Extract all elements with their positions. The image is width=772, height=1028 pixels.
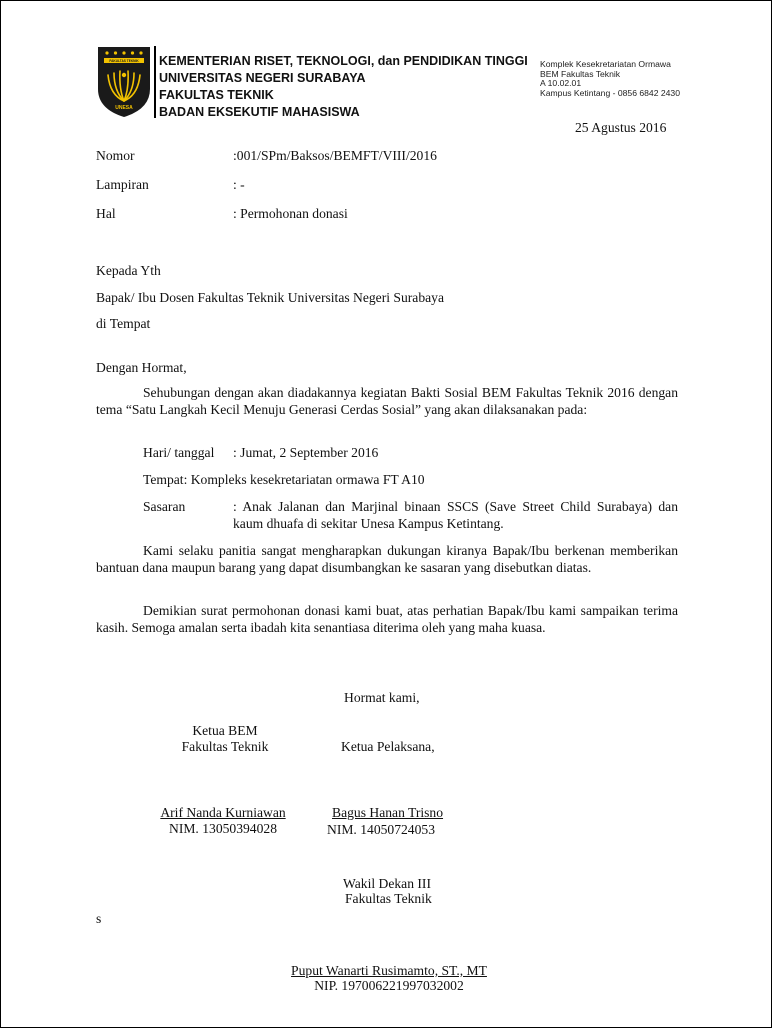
tempat-line: Tempat: Kompleks kesekretariatan ormawa FT A10 [143,472,425,487]
nomor-value: :001/SPm/Baksos/BEMFT/VIII/2016 [233,148,437,163]
bottom-signer-name: Puput Wanarti Rusimamto, ST., MT [291,963,487,978]
letter-date: 25 Agustus 2016 [575,120,667,135]
lampiran-value: : - [233,177,245,192]
greeting: Dengan Hormat, [96,360,187,375]
recipient-line-3: di Tempat [96,316,151,331]
bottom-signer-title-2: Fakultas Teknik [345,891,432,906]
closing: Hormat kami, [344,690,420,705]
paragraph-2-text: Kami selaku panitia sangat mengharapkan dukungan kiranya Bapak/Ibu berkenan memberikan bantuan dana maupun barang yang dapat disumbangkan ke sasaran yang disebutkan diatas. [96,543,678,575]
letterhead-divider [154,46,156,118]
hal-label: Hal [96,206,116,221]
nomor-label: Nomor [96,148,135,163]
bottom-signer-nip: NIP. 197006221997032002 [314,978,464,993]
hal-value: : Permohonan donasi [233,206,348,221]
stray-character: s [96,911,102,926]
address-line-4: Kampus Ketintang - 0856 6842 2430 [540,87,680,98]
sasaran-label: Sasaran [143,499,186,514]
right-signer-nim: NIM. 14050724053 [327,822,435,837]
paragraph-1-text: Sehubungan dengan akan diadakannya kegiatan Bakti Sosial BEM Fakultas Teknik 2016 dengan tema “Satu Langkah Kecil Menuju Generasi Cerdas Sosial” yang akan dilaksanakan pada: [96,385,678,417]
hari-value: : Jumat, 2 September 2016 [233,445,379,460]
address-line-3: A 10.02.01 [540,78,582,89]
left-signer-nim: NIM. 13050394028 [169,821,277,836]
paragraph-1 [96,385,678,418]
left-signer-title-2: Fakultas Teknik [181,739,269,754]
institution-line-bem: BADAN EKSEKUTIF MAHASISWA [159,105,360,119]
recipient-line-2: Bapak/ Ibu Dosen Fakultas Teknik Universitas Negeri Surabaya [96,290,445,305]
institution-line-faculty: FAKULTAS TEKNIK [159,88,274,102]
paragraph-3 [96,603,678,636]
address-block [540,60,680,98]
sasaran-value: : Anak Jalanan dan Marjinal binaan SSCS (Save Street Child Surabaya) dan kaum dhuafa di sekitar Unesa Kampus Ketintang. [233,499,678,531]
institution-line-university: UNIVERSITAS NEGERI SURABAYA [159,71,366,85]
left-signer-name: Arif Nanda Kurniawan [160,805,286,820]
left-signer-title-1: Ketua BEM [192,723,258,738]
paragraph-2 [96,543,678,576]
recipient-line-1: Kepada Yth [96,263,161,278]
logo-band-text: FAKULTAS TEKNIK [109,59,139,63]
logo-text: UNESA [115,105,133,111]
institution-line-ministry: KEMENTERIAN RISET, TEKNOLOGI, dan PENDIDIKAN TINGGI [159,54,528,68]
address-line-2: BEM Fakultas Teknik [540,68,621,79]
unesa-logo-icon [96,45,152,119]
bottom-signer-title-1: Wakil Dekan III [343,876,431,891]
right-signer-name: Bagus Hanan Trisno [332,805,444,820]
address-line-1: Komplek Kesekretariatan Ormawa [540,59,671,69]
paragraph-3-text: Demikian surat permohonan donasi kami buat, atas perhatian Bapak/Ibu kami sampaikan terima kasih. Semoga amalan serta ibadah kita senantiasa diterima oleh yang maha kuasa. [96,603,678,635]
lampiran-label: Lampiran [96,177,149,192]
hari-label: Hari/ tanggal [143,445,215,460]
right-signer-title: Ketua Pelaksana, [341,739,435,754]
institution-block [159,53,528,121]
